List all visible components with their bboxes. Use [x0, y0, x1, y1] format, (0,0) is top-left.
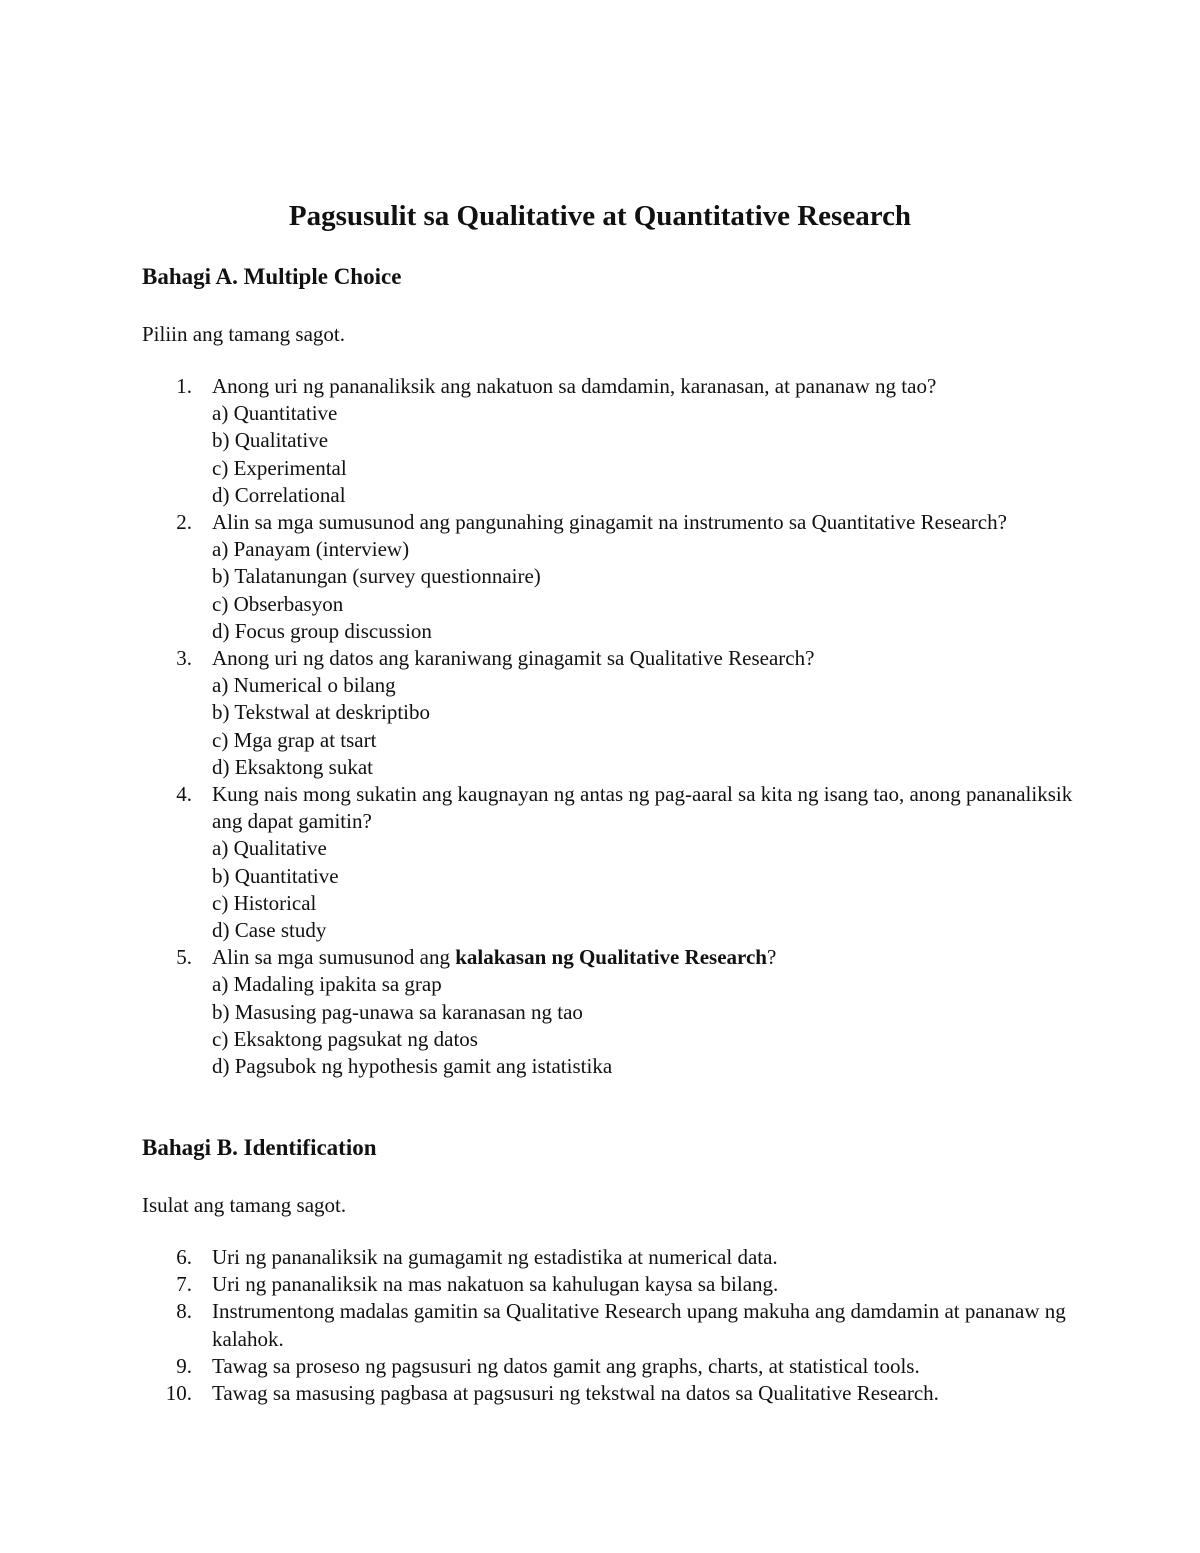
question-text-emphasis: kalakasan ng Qualitative Research: [455, 945, 767, 970]
question-text-start: Alin sa mga sumusunod ang: [212, 945, 456, 970]
section-b-heading: Bahagi B. Identification: [142, 1135, 377, 1160]
choice-option: a) Numerical o bilang: [212, 673, 396, 698]
question-item: [142, 509, 1102, 645]
question-text: Uri ng pananaliksik na gumagamit ng estadistika at numerical data.: [212, 1245, 778, 1269]
question-text: Instrumentong madalas gamitin sa Qualitative Research upang makuha ang damdamin at pananaw ng kalahok.: [212, 1299, 1066, 1351]
question-number: 9.: [176, 1353, 192, 1378]
page-title: Pagsusulit sa Qualitative at Quantitative Research: [288, 200, 912, 232]
choice-option: a) Qualitative: [212, 836, 327, 861]
choice-option: d) Case study: [212, 918, 327, 943]
question-item: [142, 781, 1102, 944]
question-item: [142, 944, 1102, 1080]
question-text: Kung nais mong sukatin ang kaugnayan ng antas ng pag-aaral sa kita ng isang tao, anong pananaliksik ang dapat gamitin?: [212, 782, 1073, 834]
choice-option: a) Quantitative: [212, 401, 338, 426]
question-number: 3.: [176, 646, 192, 671]
question-text: Alin sa mga sumusunod ang pangunahing ginagamit na instrumento sa Quantitative Research?: [212, 510, 1007, 535]
section-a-instruction: Piliin ang tamang sagot.: [142, 322, 345, 346]
question-item: [142, 1244, 1102, 1271]
section-b-instruction: Isulat ang tamang sagot.: [142, 1193, 347, 1217]
question-text: Anong uri ng datos ang karaniwang ginagamit sa Qualitative Research?: [212, 646, 815, 671]
choice-option: c) Experimental: [212, 455, 347, 480]
choice-option: c) Eksaktong pagsukat ng datos: [212, 1026, 478, 1051]
choice-option: a) Panayam (interview): [212, 537, 410, 562]
choice-option: b) Tekstwal at deskriptibo: [212, 700, 431, 725]
question-number: 1.: [176, 374, 192, 398]
choice-option: b) Qualitative: [212, 428, 329, 453]
question-text: Anong uri ng pananaliksik ang nakatuon sa damdamin, karanasan, at pananaw ng tao?: [212, 374, 937, 398]
choice-option: d) Pagsubok ng hypothesis gamit ang istatistika: [212, 1054, 613, 1079]
question-number: 10.: [165, 1381, 192, 1406]
choice-option: b) Quantitative: [212, 863, 339, 888]
choice-option: a) Madaling ipakita sa grap: [212, 972, 442, 997]
question-item: [142, 1353, 1102, 1380]
question-text: Tawag sa proseso ng pagsusuri ng datos gamit ang graphs, charts, at statistical tools.: [212, 1353, 920, 1378]
section-a-heading: Bahagi A. Multiple Choice: [142, 264, 402, 289]
choice-option: c) Mga grap at tsart: [212, 727, 377, 752]
question-number: 2.: [176, 510, 192, 535]
question-item: [142, 373, 1102, 509]
identification-list: [142, 1244, 1102, 1407]
multiple-choice-list: [142, 373, 1102, 1080]
question-text: Tawag sa masusing pagbasa at pagsusuri ng tekstwal na datos sa Qualitative Research.: [212, 1381, 939, 1406]
question-number: 7.: [176, 1272, 192, 1297]
choice-option: d) Eksaktong sukat: [212, 754, 373, 779]
question-number: 6.: [176, 1245, 192, 1269]
question-number: 8.: [176, 1299, 192, 1324]
question-item: [142, 1380, 1102, 1407]
choice-option: d) Focus group discussion: [212, 618, 432, 643]
choice-option: c) Historical: [212, 890, 317, 915]
question-text-end: ?: [766, 945, 777, 970]
question-text: Uri ng pananaliksik na mas nakatuon sa kahulugan kaysa sa bilang.: [212, 1272, 779, 1297]
choice-option: b) Masusing pag-unawa sa karanasan ng tao: [212, 999, 583, 1024]
question-number: 4.: [176, 782, 192, 807]
question-item: [142, 645, 1102, 781]
question-item: [142, 1298, 1102, 1352]
question-text: [212, 945, 776, 969]
question-item: [142, 1271, 1102, 1298]
choice-option: c) Obserbasyon: [212, 591, 344, 616]
choice-option: b) Talatanungan (survey questionnaire): [212, 564, 541, 589]
question-number: 5.: [176, 945, 192, 970]
choice-option: d) Correlational: [212, 482, 346, 507]
